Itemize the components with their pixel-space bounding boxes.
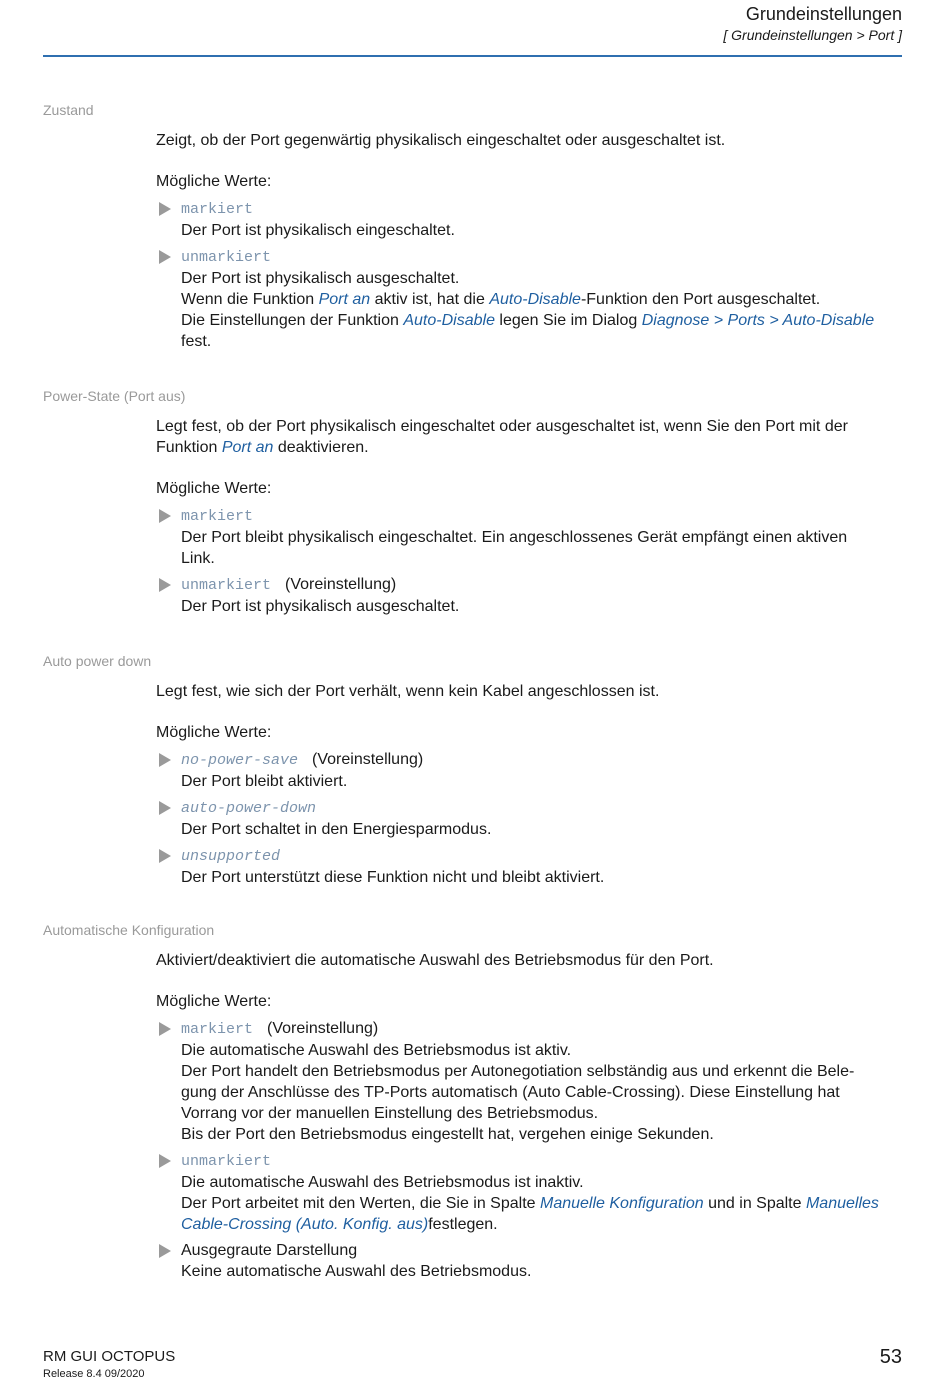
option-text: gung der Anschlüsse des TP-Ports automatisch (Auto Cable-Crossing). Diese Einstellung hat (181, 1084, 840, 1101)
option-text (181, 1193, 902, 1214)
option-value: unmarkiert (181, 249, 272, 266)
page-header-breadcrumb: [ Grundeinstellungen > Port ] (723, 27, 902, 43)
option-item (156, 797, 902, 840)
section-body (156, 130, 902, 357)
option-text: Der Port bleibt aktiviert. (181, 773, 348, 790)
reference-link[interactable]: Port an (318, 291, 371, 308)
option-text: Der Port handelt den Betriebsmodus per Autonegotiation selbständig aus und erkennt die Bele- (181, 1063, 855, 1080)
section-body (156, 950, 902, 1287)
option-text: Die automatische Auswahl des Betriebsmodus ist aktiv. (181, 1042, 572, 1059)
bullet-triangle-icon (159, 578, 171, 592)
bullet-triangle-icon (159, 1022, 171, 1036)
section-description: Zeigt, ob der Port gegenwärtig physikalisch eingeschaltet oder ausgeschaltet ist. (156, 132, 726, 149)
text-run: legen Sie im Dialog (494, 312, 642, 329)
option-text: Ausgegraute Darstellung (181, 1242, 358, 1259)
bullet-triangle-icon (159, 202, 171, 216)
option-value: unsupported (181, 848, 281, 865)
option-value: unmarkiert (181, 1153, 272, 1170)
reference-link[interactable]: Manuelle Konfiguration (540, 1195, 704, 1212)
section-label: Zustand (43, 102, 94, 118)
option-text (181, 1214, 902, 1235)
possible-values-heading: Mögliche Werte: (156, 993, 272, 1010)
option-text: Der Port schaltet in den Energiesparmodus. (181, 821, 492, 838)
option-value: no-power-save (181, 752, 299, 769)
default-marker: (Voreinstellung) (267, 1020, 379, 1037)
option-text (181, 289, 902, 310)
page-number: 53 (879, 1346, 902, 1368)
option-item (156, 1240, 902, 1282)
option-item (156, 246, 902, 352)
option-text: Vorrang vor der manuellen Einstellung des Betriebsmodus. (181, 1105, 599, 1122)
bullet-triangle-icon (159, 1154, 171, 1168)
possible-values-heading: Mögliche Werte: (156, 173, 272, 190)
bullet-triangle-icon (159, 753, 171, 767)
text-run: festlegen. (428, 1216, 498, 1233)
reference-link[interactable]: Diagnose > Ports > Auto-Disable (641, 312, 875, 329)
bullet-triangle-icon (159, 849, 171, 863)
possible-values-heading: Mögliche Werte: (156, 480, 272, 497)
page-header-title: Grundeinstellungen (745, 4, 902, 24)
possible-values-heading: Mögliche Werte: (156, 724, 272, 741)
reference-link[interactable]: Cable-Crossing (Auto. Konfig. aus) (181, 1216, 429, 1233)
option-text (181, 310, 902, 331)
section-label: Power-State (Port aus) (43, 388, 186, 404)
section-description: Aktiviert/deaktiviert die automatische Auswahl des Betriebsmodus für den Port. (156, 952, 714, 969)
reference-link[interactable]: Manuelles (805, 1195, 879, 1212)
option-value: markiert (181, 201, 254, 218)
option-item (156, 1018, 902, 1145)
text-run: Legt fest, ob der Port physikalisch eingeschaltet oder ausgeschaltet ist, wenn Sie den Port mit der (156, 418, 848, 435)
bullet-triangle-icon (159, 509, 171, 523)
option-item (156, 505, 902, 569)
option-value: auto-power-down (181, 800, 317, 817)
section-description: Legt fest, wie sich der Port verhält, wenn kein Kabel angeschlossen ist. (156, 683, 660, 700)
option-text: Der Port bleibt physikalisch eingeschaltet. Ein angeschlossenes Gerät empfängt einen aktiven (181, 529, 848, 546)
text-run: deaktivieren. (273, 439, 369, 456)
text-run: aktiv ist, hat die (370, 291, 490, 308)
option-value: markiert (181, 1021, 254, 1038)
section-label: Auto power down (43, 653, 152, 669)
option-item (156, 198, 902, 241)
section-body (156, 681, 902, 893)
footer-product: RM GUI OCTOPUS (43, 1348, 176, 1365)
reference-link[interactable]: Port an (221, 439, 274, 456)
default-marker: (Voreinstellung) (285, 576, 397, 593)
bullet-triangle-icon (159, 801, 171, 815)
default-marker: (Voreinstellung) (312, 751, 424, 768)
section-description (156, 416, 902, 458)
option-text: Keine automatische Auswahl des Betriebsmodus. (181, 1263, 532, 1280)
section-label: Automatische Konfiguration (43, 922, 215, 938)
option-value: markiert (181, 508, 254, 525)
text-run: Die Einstellungen der Funktion (181, 312, 404, 329)
footer-release: Release 8.4 09/2020 (43, 1368, 145, 1380)
text-run: und in Spalte (703, 1195, 806, 1212)
option-text: fest. (181, 333, 212, 350)
reference-link[interactable]: Auto-Disable (403, 312, 495, 329)
option-item (156, 1150, 902, 1235)
option-item (156, 749, 902, 792)
text-run: -Funktion den Port ausgeschaltet. (580, 291, 821, 308)
option-text: Der Port unterstützt diese Funktion nicht und bleibt aktiviert. (181, 869, 605, 886)
text-run: Funktion (156, 439, 222, 456)
option-text: Die automatische Auswahl des Betriebsmodus ist inaktiv. (181, 1174, 584, 1191)
option-item (156, 574, 902, 617)
option-value: unmarkiert (181, 577, 272, 594)
text-run: Wenn die Funktion (181, 291, 319, 308)
bullet-triangle-icon (159, 1244, 171, 1258)
option-text: Der Port ist physikalisch eingeschaltet. (181, 222, 455, 239)
option-text: Der Port ist physikalisch ausgeschaltet. (181, 598, 460, 615)
reference-link[interactable]: Auto-Disable (489, 291, 581, 308)
header-divider (43, 55, 902, 57)
option-item (156, 845, 902, 888)
option-text: Der Port ist physikalisch ausgeschaltet. (181, 270, 460, 287)
text-run: Der Port arbeitet mit den Werten, die Sie in Spalte (181, 1195, 540, 1212)
bullet-triangle-icon (159, 250, 171, 264)
option-text: Bis der Port den Betriebsmodus eingestellt hat, vergehen einige Sekunden. (181, 1126, 714, 1143)
section-body (156, 416, 902, 622)
option-text: Link. (181, 550, 215, 567)
